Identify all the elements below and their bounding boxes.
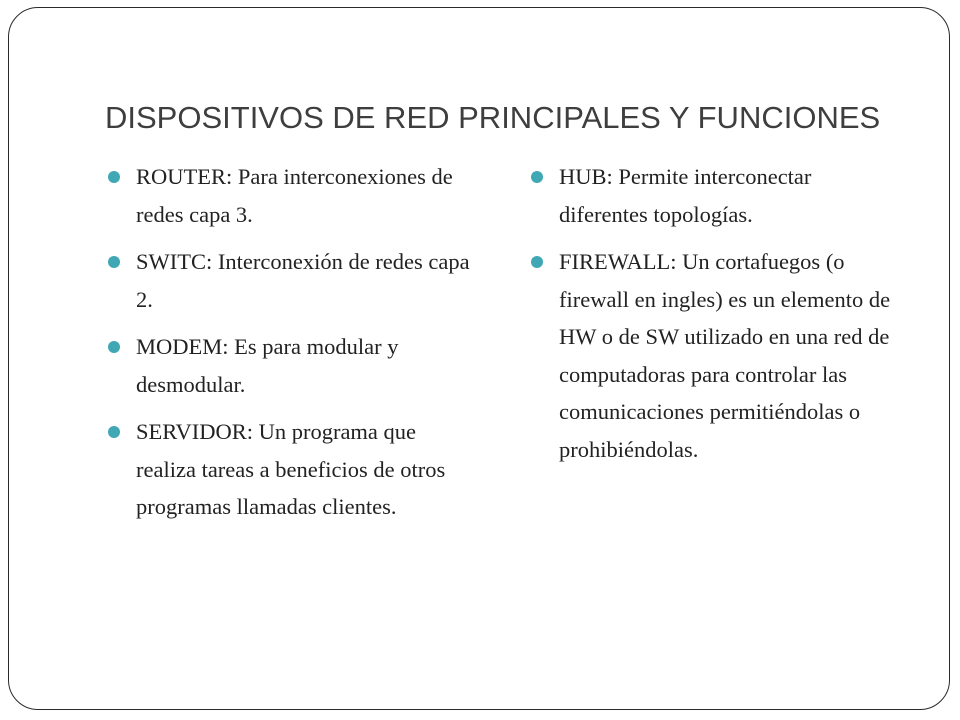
bullet-dot-icon	[108, 171, 120, 183]
slide-title: DISPOSITIVOS DE RED PRINCIPALES Y FUNCIONES	[105, 100, 881, 135]
bullet-text: SERVIDOR: Un programa que realiza tareas a beneficios de otros programas llamadas clientes.	[136, 419, 446, 519]
bullet-text: HUB: Permite interconectar diferentes topologías.	[559, 164, 812, 227]
bullet-dot-icon	[108, 426, 120, 438]
bullet-text: FIREWALL: Un cortafuegos (o firewall en ingles) es un elemento de HW o de SW utilizado en una red de computadoras para controlar las comunicaciones permitiéndolas o prohibiéndolas.	[559, 249, 891, 462]
bullet-item-servidor	[108, 413, 480, 526]
bullet-dot-icon	[531, 256, 543, 268]
bullet-text: MODEM: Es para modular y desmodular.	[136, 334, 399, 397]
bullet-item-modem	[108, 328, 480, 403]
bullet-dot-icon	[108, 256, 120, 268]
left-bullet-list	[108, 158, 480, 536]
bullet-item-hub	[531, 158, 899, 233]
bullet-item-router	[108, 158, 480, 233]
bullet-item-switch	[108, 243, 480, 318]
bullet-text: ROUTER: Para interconexiones de redes capa 3.	[136, 164, 453, 227]
bullet-text: SWITC: Interconexión de redes capa 2.	[136, 249, 470, 312]
bullet-dot-icon	[108, 341, 120, 353]
bullet-item-firewall	[531, 243, 899, 468]
bullet-dot-icon	[531, 171, 543, 183]
right-bullet-list	[531, 158, 899, 478]
